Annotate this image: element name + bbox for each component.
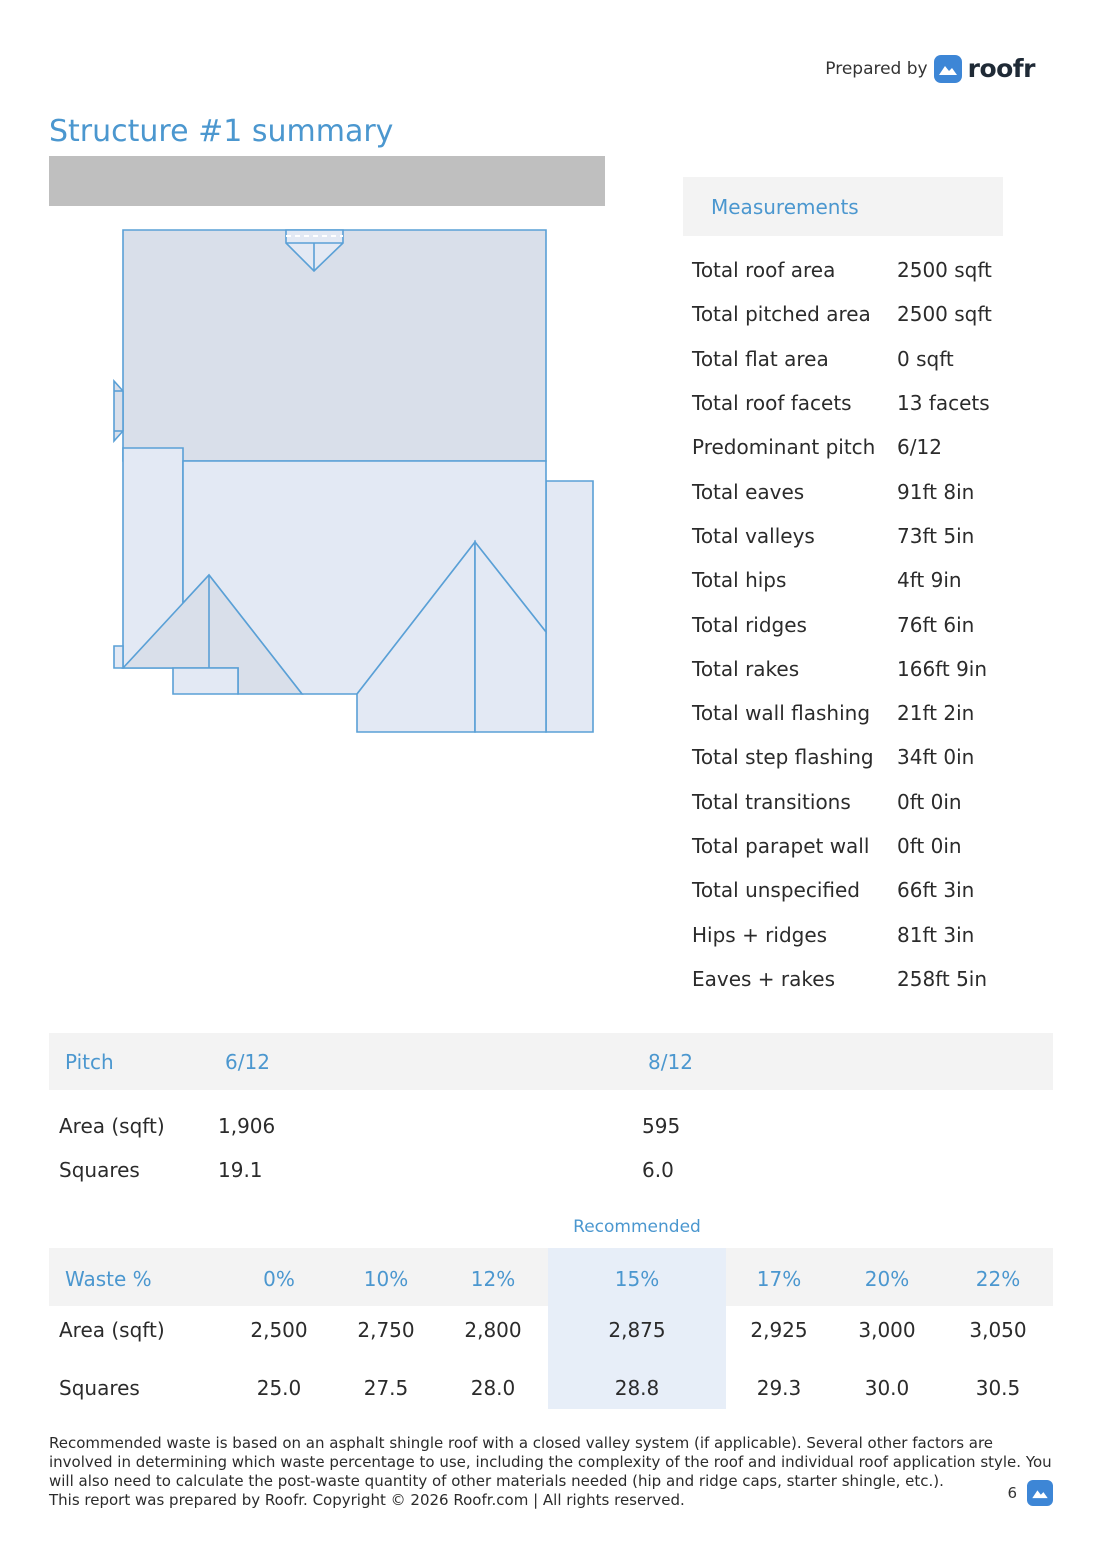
measurement-label: Total pitched area (692, 302, 871, 327)
measurement-row (692, 248, 1022, 292)
prepared-by-label: Prepared by (825, 58, 928, 79)
pitch-squares-value: 6.0 (642, 1158, 674, 1182)
measurement-value: 66ft 3in (897, 878, 975, 903)
waste-percent: 15% (614, 1267, 660, 1291)
measurement-row (692, 912, 1022, 956)
redacted-address-bar (49, 156, 605, 206)
measurement-row (692, 469, 1022, 513)
pitch-header-value: 6/12 (225, 1050, 270, 1074)
pitch-area-value: 595 (642, 1114, 681, 1138)
measurement-value: 0ft 0in (897, 789, 962, 814)
measurement-row (692, 425, 1022, 469)
prepared-by (825, 54, 1035, 83)
waste-squares-value: 29.3 (756, 1376, 802, 1400)
measurement-label: Total parapet wall (692, 834, 870, 858)
roof-facet-main-rear (123, 230, 546, 461)
brand-name: roofr (967, 54, 1035, 83)
waste-area-value: 2,500 (250, 1318, 308, 1342)
pitch-area-value: 1,906 (218, 1114, 276, 1138)
waste-header-label: Waste % (65, 1267, 152, 1291)
footer-copyright: This report was prepared by Roofr. Copyright © 2026 Roofr.com | All rights reserved. (49, 1491, 685, 1509)
measurement-value: 91ft 8in (897, 479, 975, 504)
roof-facet-side-bump-low (114, 646, 123, 668)
page-number-block (1007, 1480, 1053, 1506)
pitch-header-value: 8/12 (648, 1050, 693, 1074)
pitch-area-label: Area (sqft) (59, 1114, 165, 1138)
waste-percent: 10% (363, 1267, 409, 1291)
measurement-row (692, 514, 1022, 558)
waste-squares-value: 30.5 (975, 1376, 1021, 1400)
waste-squares-value: 25.0 (256, 1376, 302, 1400)
measurement-value: 6/12 (897, 435, 942, 460)
roofr-small-logo-icon (1027, 1480, 1053, 1506)
footer-disclaimer: Recommended waste is based on an asphalt shingle roof with a closed valley system (if applicable). Several other factors are involved in determining which waste percentage to use, including the complexity of the roof and individual roof application style. You will also need to calculate the post-waste quantity of other materials needed (hip and ridge caps, starter shingle, etc.). (49, 1434, 1052, 1490)
measurement-value: 21ft 2in (897, 701, 975, 726)
measurement-label: Total hips (692, 568, 787, 593)
measurement-row (692, 647, 1022, 691)
waste-squares-value: 27.5 (363, 1376, 409, 1400)
page-title: Structure #1 summary (49, 114, 394, 149)
waste-squares-value: 30.0 (864, 1376, 910, 1400)
measurement-value: 0 sqft (897, 346, 954, 371)
measurement-label: Total wall flashing (692, 701, 871, 726)
measurement-label: Total unspecified (692, 878, 860, 903)
waste-percent: 22% (975, 1267, 1021, 1291)
measurement-row (692, 824, 1022, 868)
waste-table (49, 1248, 1053, 1409)
waste-area-value: 3,050 (969, 1318, 1027, 1342)
roof-facet-side-bump (114, 381, 123, 441)
measurements-heading: Measurements (683, 177, 1003, 236)
waste-area-value: 2,875 (608, 1318, 666, 1342)
recommended-label: Recommended (573, 1217, 701, 1237)
measurement-row (692, 780, 1022, 824)
pitch-squares-value: 19.1 (218, 1158, 263, 1182)
measurement-row (692, 957, 1022, 1001)
footer (49, 1434, 1059, 1510)
measurement-row (692, 558, 1022, 602)
measurement-row (692, 337, 1022, 381)
measurement-label: Total eaves (692, 479, 805, 504)
measurement-row (692, 602, 1022, 646)
measurement-row (692, 868, 1022, 912)
measurement-label: Total step flashing (692, 745, 874, 770)
measurement-label: Eaves + rakes (692, 966, 835, 991)
measurement-value: 166ft 9in (897, 656, 988, 681)
measurement-row (692, 381, 1022, 425)
measurement-value: 2500 sqft (897, 258, 992, 283)
measurement-value: 76ft 6in (897, 612, 975, 637)
waste-percent: 17% (756, 1267, 802, 1291)
measurement-label: Total rakes (692, 656, 800, 681)
pitch-area-row (49, 1114, 1053, 1144)
measurements-list (692, 248, 1022, 1001)
waste-area-value: 2,750 (357, 1318, 415, 1342)
measurement-value: 73ft 5in (897, 523, 975, 548)
waste-area-label: Area (sqft) (59, 1318, 165, 1342)
measurement-row (692, 691, 1022, 735)
measurement-value: 34ft 0in (897, 745, 975, 770)
waste-squares-value: 28.8 (614, 1376, 660, 1400)
roof-facet-small-bay (173, 668, 238, 694)
measurement-value: 0ft 0in (897, 834, 962, 858)
waste-squares-value: 28.0 (470, 1376, 516, 1400)
measurement-row (692, 292, 1022, 336)
page-number: 6 (1007, 1484, 1017, 1502)
measurement-row (692, 735, 1022, 779)
measurement-value: 81ft 3in (897, 922, 975, 947)
pitch-header-label: Pitch (65, 1050, 114, 1074)
measurement-value: 4ft 9in (897, 568, 962, 593)
waste-squares-label: Squares (59, 1376, 140, 1400)
waste-percent: 0% (263, 1267, 295, 1291)
waste-percent: 12% (470, 1267, 516, 1291)
waste-percent: 20% (864, 1267, 910, 1291)
waste-area-value: 3,000 (858, 1318, 916, 1342)
measurement-value: 13 facets (897, 391, 990, 416)
measurement-label: Total roof facets (692, 391, 852, 416)
roof-facet-right-wing (546, 481, 593, 732)
measurement-label: Total roof area (692, 258, 836, 283)
measurement-label: Total ridges (692, 612, 807, 637)
waste-area-value: 2,925 (750, 1318, 808, 1342)
pitch-table-header (49, 1033, 1053, 1090)
measurement-value: 258ft 5in (897, 966, 988, 991)
waste-area-value: 2,800 (464, 1318, 522, 1342)
measurement-label: Total flat area (692, 346, 829, 371)
measurement-label: Total valleys (692, 523, 815, 548)
measurement-label: Total transitions (692, 789, 851, 814)
roofr-logo-icon (934, 55, 962, 83)
roof-diagram (105, 222, 605, 742)
pitch-squares-row (49, 1158, 1053, 1188)
pitch-squares-label: Squares (59, 1158, 140, 1182)
measurement-label: Predominant pitch (692, 435, 876, 460)
measurement-value: 2500 sqft (897, 302, 992, 327)
measurement-label: Hips + ridges (692, 922, 828, 947)
